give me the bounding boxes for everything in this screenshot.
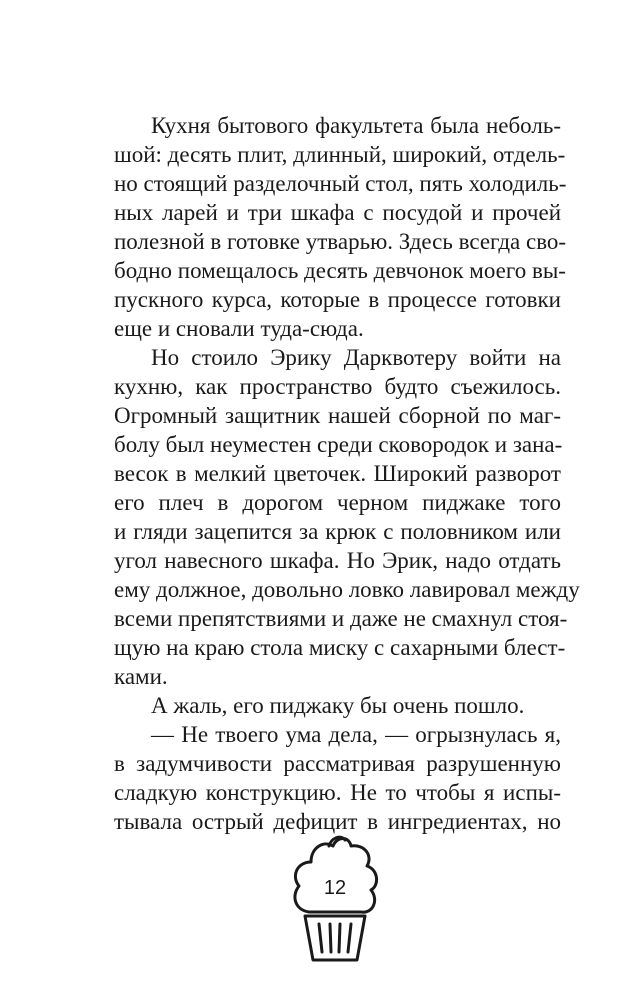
text-line: болу был неуместен среди сковородок и зана- <box>114 432 563 457</box>
text-line: его плеч в дорогом черном пиджаке того <box>114 490 561 515</box>
text-line: весок в мелкий цветочек. Широкий разворот <box>114 461 561 486</box>
text-line: бодно помещалось десять девчонок моего вы- <box>114 258 566 283</box>
text-line: Огромный защитник нашей сборной по маг- <box>114 403 561 428</box>
text-line: но стоящий разделочный стол, пять холодиль- <box>114 171 567 196</box>
text-line: и гляди зацепится за крюк с половником или <box>114 519 561 544</box>
text-line: угол навесного шкафа. Но Эрик, надо отдать <box>114 548 561 573</box>
text-line: Но стоило Эрику Дарквотеру войти на <box>151 345 561 370</box>
text-line: сладкую конструкцию. Не то чтобы я испы- <box>114 780 561 805</box>
text-line: полезной в готовке утварью. Здесь всегда сво- <box>114 229 567 254</box>
text-line: А жаль, его пиджаку бы очень пошло. <box>151 693 525 718</box>
text-line: пускного курса, которые в процессе готовки <box>114 287 561 312</box>
text-line: еще и сновали туда-сюда. <box>114 316 364 341</box>
page-footer <box>285 826 385 968</box>
text-line: тывала острый дефицит в ингредиентах, но <box>114 809 561 834</box>
text-line: кухню, как пространство будто съежилось. <box>114 374 561 399</box>
text-line: Кухня бытового факультета была неболь- <box>151 113 561 138</box>
text-line: ками. <box>114 664 168 689</box>
text-line: шой: десять плит, длинный, широкий, отдель- <box>114 142 566 167</box>
text-line: ему должное, довольно ловко лавировал между <box>114 577 580 602</box>
text-line: в задумчивости рассматривая разрушенную <box>114 751 561 776</box>
text-line: всеми препятствиями и даже не смахнул стоя- <box>114 606 568 631</box>
text-line: ных ларей и три шкафа с посудой и прочей <box>114 200 561 225</box>
text-line: — Не твоего ума дела, — огрызнулась я, <box>151 722 561 747</box>
text-line: щую на краю стола миску с сахарными блест- <box>114 635 566 660</box>
page-number: 12 <box>323 877 347 899</box>
